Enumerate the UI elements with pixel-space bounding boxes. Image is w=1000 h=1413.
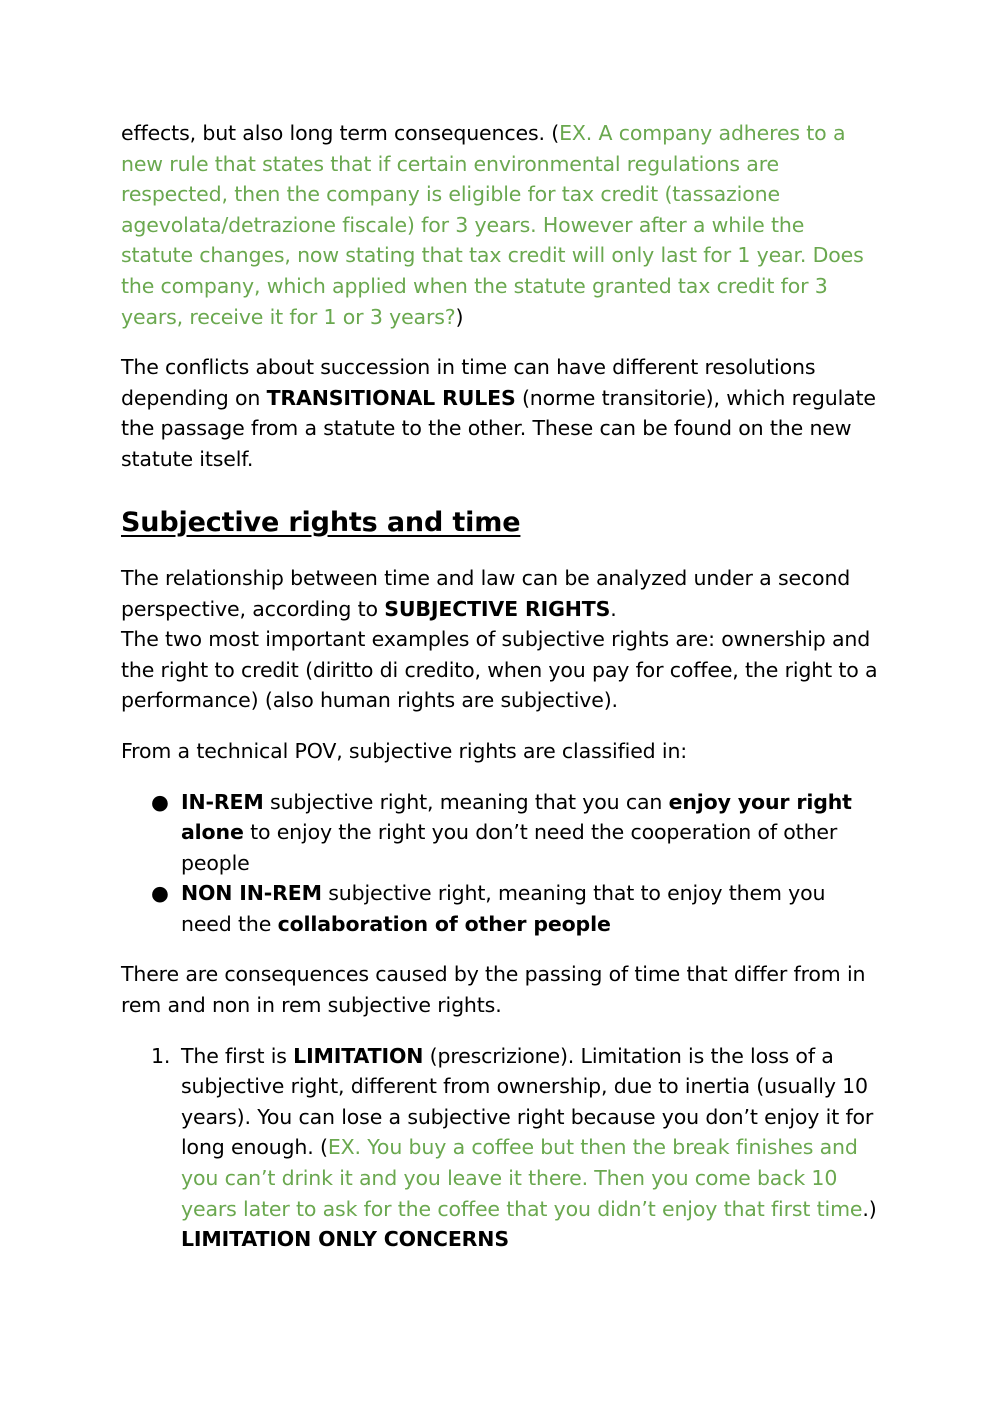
numbered-list — [121, 1041, 881, 1255]
paragraph-subjective-rights — [121, 563, 881, 716]
text-run: .) — [862, 1196, 877, 1221]
list-item — [121, 878, 881, 939]
example-text: EX. A company adheres to a new rule that states that if certain environmental regulations are respected, then the company is eligible for tax credit (tassazione agevolata/detrazione fiscale) for 3 years. However after a while the statute changes, now stating that tax credit will only last for 1 year. Does the company, which applied when the statute granted tax credit for 3 years, receive it for 1 or 3 years? — [121, 121, 864, 329]
text-run: The relationship between time and law can be analyzed under a second perspective, according to — [121, 565, 851, 621]
text-run: ) — [455, 304, 464, 329]
bullet-marker: ● — [151, 789, 169, 814]
text-run: The first is — [181, 1043, 294, 1068]
text-run: (norme transitorie), which regulate the passage from a statute to the other. These can be found on the new statute itself. — [121, 385, 876, 471]
text-run: (prescrizione). Limitation is the loss of a subjective right, different from ownership, due to inertia (usually 10 years). You can lose a subjective right because you don’t enjoy it for long enough. ( — [181, 1043, 874, 1160]
text-run: subjective right, meaning that to enjoy them you need the — [181, 881, 826, 936]
paragraph-consequences — [121, 118, 881, 332]
bold-term: IN-REM — [181, 789, 264, 814]
paragraph-consequences-of-time: There are consequences caused by the passing of time that differ from in rem and non in rem subjective rights. — [121, 962, 866, 1018]
text-run: subjective right, meaning that you can — [263, 789, 669, 814]
text-run: effects, but also long term consequences. ( — [121, 121, 560, 145]
example-text: EX. You buy a coffee but then the break finishes and you can’t drink it and you leave it there. Then you come back 10 years later to ask for the coffee that you didn’t enjoy that first time — [181, 1135, 863, 1221]
bold-term: enjoy your right alone — [181, 789, 852, 845]
list-item — [121, 1041, 881, 1255]
bold-term: SUBJECTIVE RIGHTS — [384, 596, 611, 621]
text-run: The conflicts about succession in time can have different resolutions depending on — [121, 355, 816, 410]
section-heading: Subjective rights and time — [121, 506, 521, 538]
paragraph-classification: From a technical POV, subjective rights are classified in: — [121, 738, 688, 763]
text-run: . — [610, 596, 617, 621]
bullet-list — [121, 787, 881, 940]
list-item — [121, 787, 881, 879]
document-page — [121, 118, 881, 1255]
text-run: to enjoy the right you don’t need the cooperation of other people — [181, 820, 838, 875]
bullet-marker: ● — [151, 881, 169, 906]
paragraph-transitional-rules — [121, 352, 881, 474]
bold-term: collaboration of other people — [277, 911, 611, 936]
bold-term: TRANSITIONAL RULES — [266, 385, 516, 410]
bold-term: LIMITATION — [293, 1043, 424, 1068]
bold-term: LIMITATION ONLY CONCERNS — [181, 1227, 509, 1252]
list-number: 1. — [151, 1043, 171, 1068]
bold-term: NON IN-REM — [181, 881, 322, 906]
text-run: The two most important examples of subjective rights are: ownership and the right to credit (diritto di credito, when you pay for coffee, the right to a performance) (also human rights are subjective). — [121, 627, 878, 713]
